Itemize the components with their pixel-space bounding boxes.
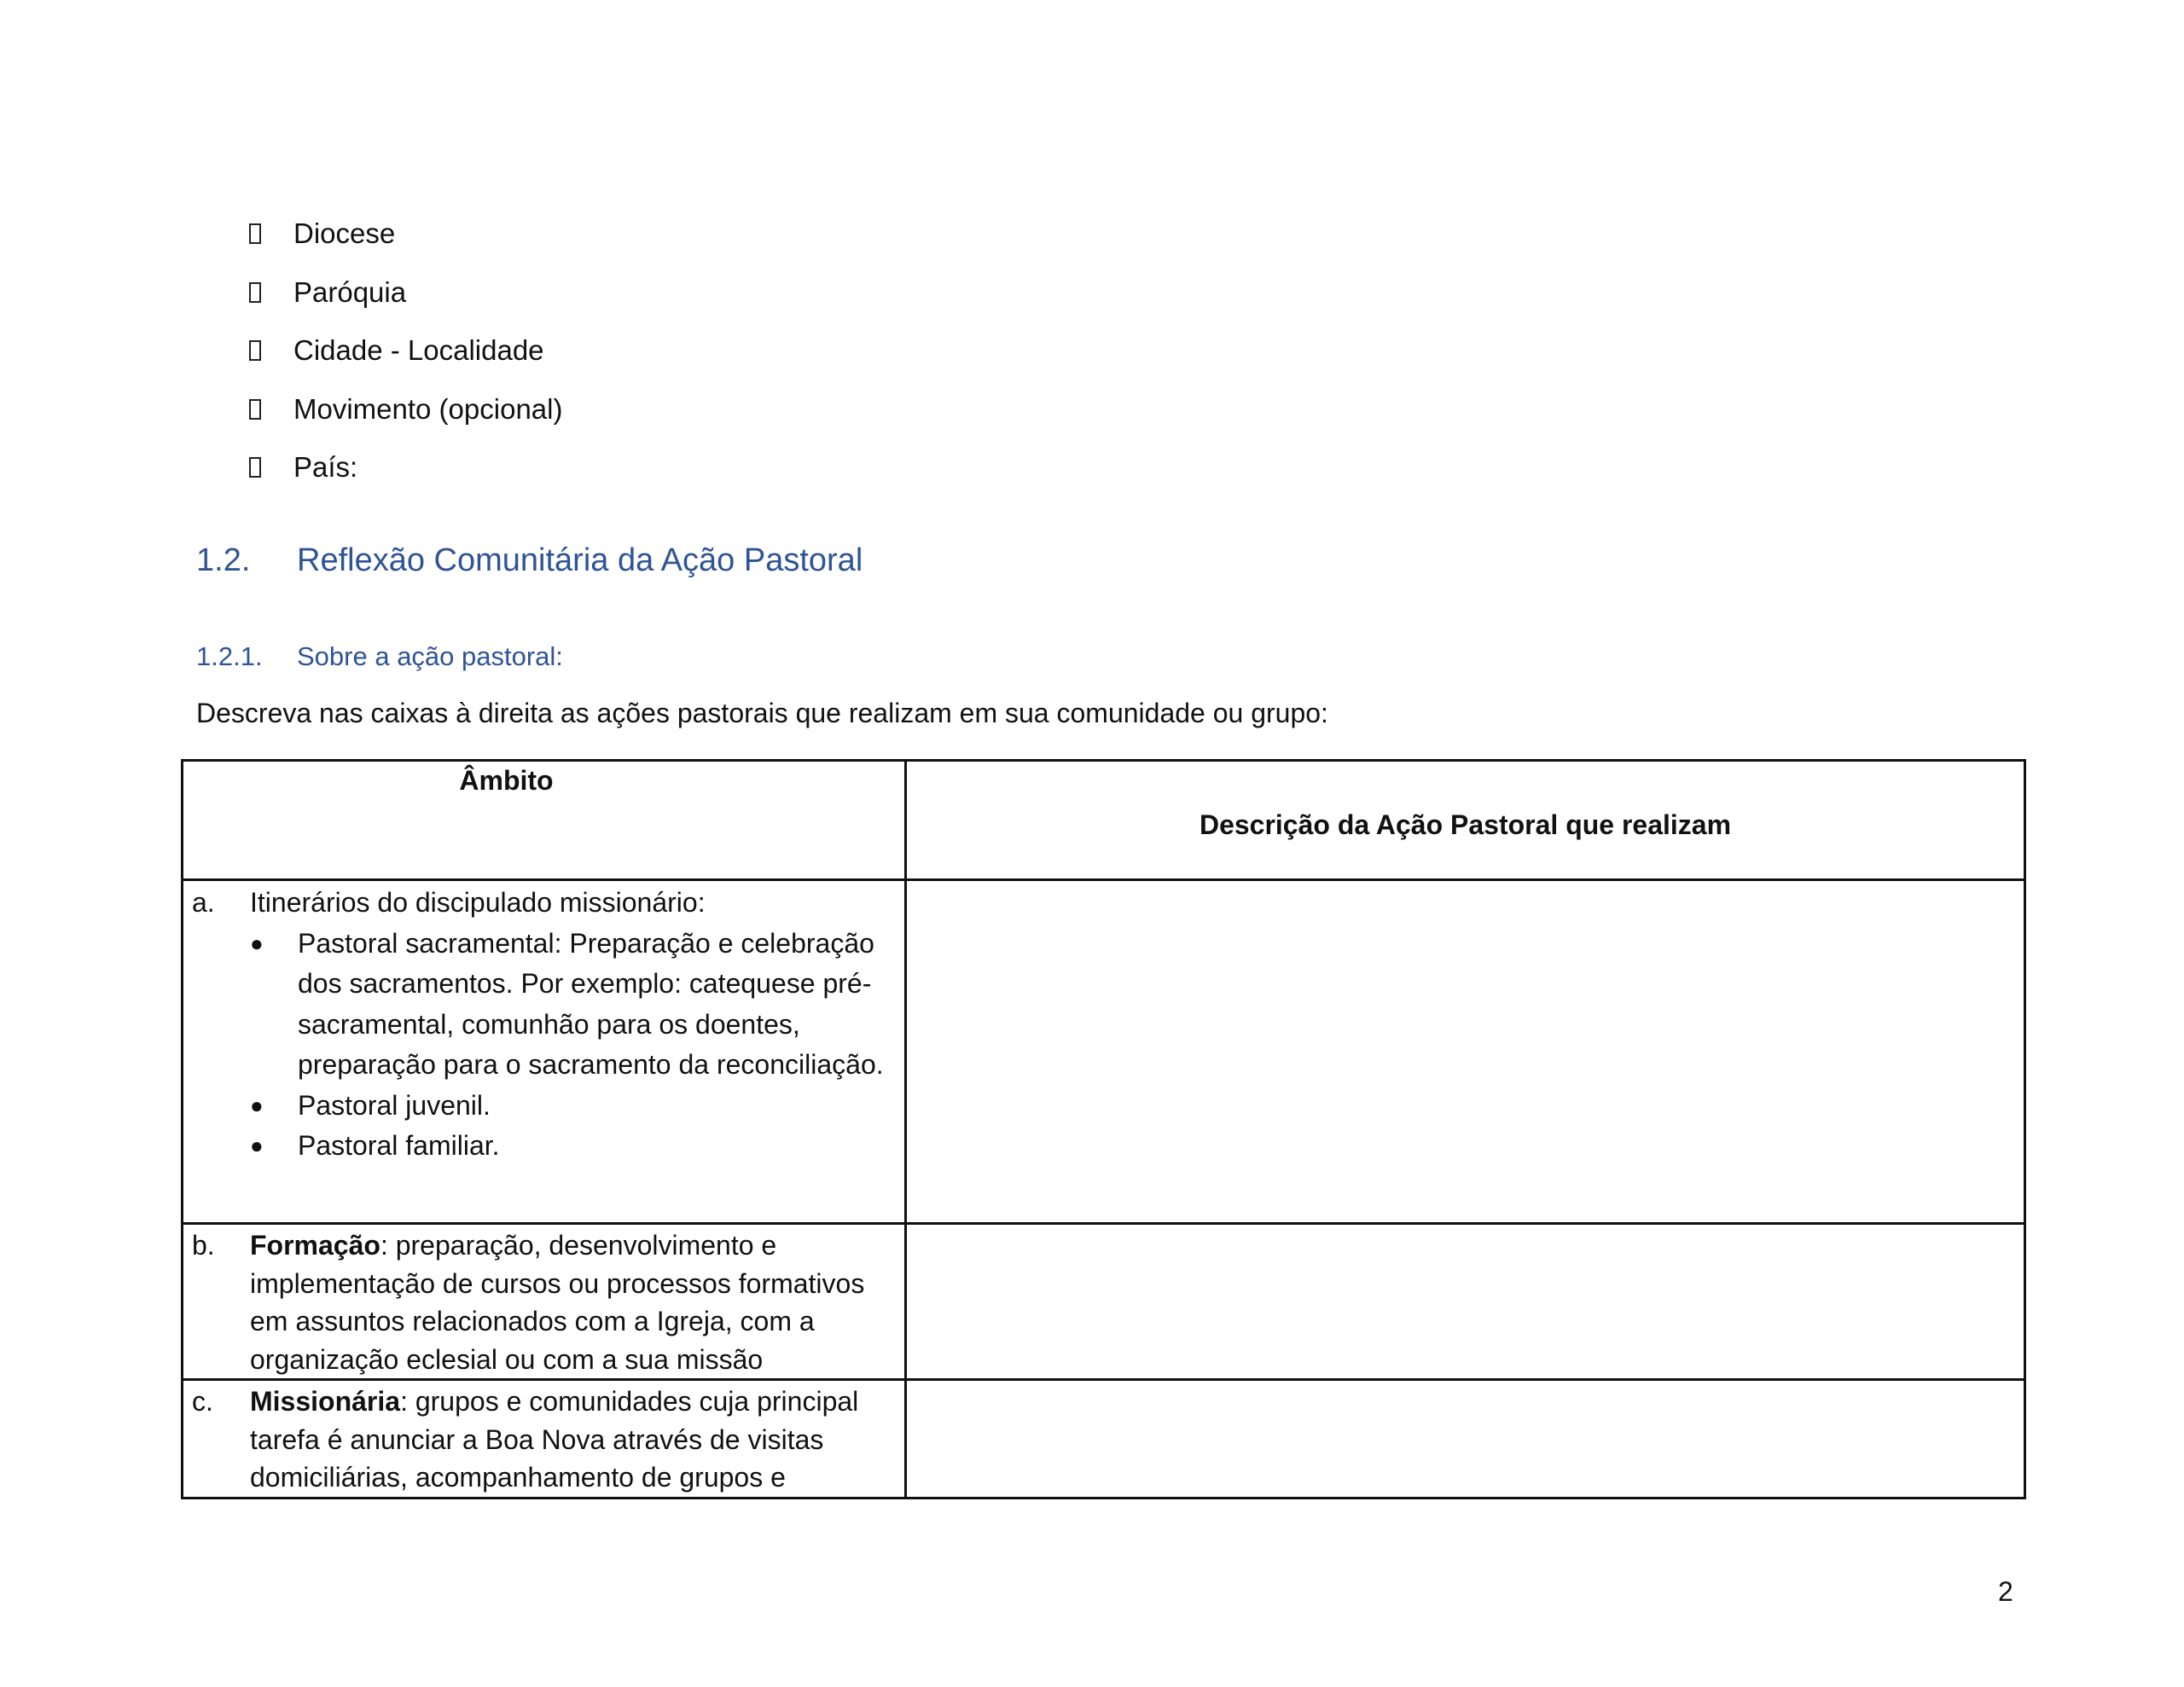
bullet-text: Pastoral familiar. [298, 1130, 500, 1161]
list-item-label: Cidade - Localidade [293, 334, 544, 367]
checkbox-icon[interactable] [249, 223, 261, 244]
intro-paragraph: Descreva nas caixas à direita as ações pastorais que realizam em sua comunidade ou grupo: [196, 698, 1328, 728]
list-item [249, 264, 562, 322]
header-description: Descrição da Ação Pastoral que realizam [906, 761, 2025, 880]
section-number: 1.2. [196, 542, 251, 578]
description-input-cell[interactable] [906, 880, 2025, 1224]
header-ambito: Âmbito [183, 761, 906, 880]
row-letter: c. [192, 1386, 213, 1417]
list-item [249, 322, 562, 380]
list-item-label: Paróquia [293, 275, 407, 308]
pastoral-table [181, 759, 2026, 1499]
ambito-cell [183, 1380, 906, 1499]
subsection-heading [196, 641, 563, 672]
table-header-row [183, 761, 2025, 880]
checkbox-icon[interactable] [249, 282, 261, 303]
row-title: Itinerários do discipulado missionário: [250, 887, 706, 918]
row-text: : grupos e comunidades cuja principal tarefa é anunciar a Boa Nova através de visitas domiciliárias, acompanhamento de grupos e [250, 1386, 859, 1493]
bullet-icon: ● [250, 1133, 264, 1158]
list-item [250, 1126, 896, 1167]
description-input-cell[interactable] [906, 1380, 2025, 1499]
list-item [250, 924, 896, 1086]
row-letter: a. [192, 887, 215, 918]
checkbox-icon[interactable] [249, 399, 261, 420]
row-bold-term: Missionária [250, 1386, 401, 1417]
ambito-cell [183, 1224, 906, 1380]
list-item [250, 1086, 896, 1127]
checkbox-list [249, 205, 562, 497]
bullet-icon: ● [250, 1092, 264, 1118]
table-row [183, 1380, 2025, 1499]
row-bold-term: Formação [250, 1230, 380, 1261]
checkbox-icon[interactable] [249, 340, 261, 361]
section-heading [196, 542, 863, 579]
bullet-text: Pastoral sacramental: Preparação e celebração dos sacramentos. Por exemplo: catequese pré-sacramental, comunhão para os doentes, preparação para o sacramento da reconciliação. [298, 927, 884, 1080]
table-row [183, 880, 2025, 1224]
ambito-cell [183, 880, 906, 1224]
checkbox-icon[interactable] [249, 457, 261, 478]
section-title: Reflexão Comunitária da Ação Pastoral [297, 542, 863, 578]
row-letter: b. [192, 1230, 215, 1261]
bullet-icon: ● [250, 930, 264, 956]
page-number: 2 [1998, 1576, 2013, 1607]
subsection-title: Sobre a ação pastoral: [297, 641, 563, 671]
list-item-label: País: [293, 451, 358, 484]
list-item [249, 380, 562, 439]
list-item [249, 438, 562, 497]
description-input-cell[interactable] [906, 1224, 2025, 1380]
bullet-text: Pastoral juvenil. [298, 1089, 491, 1121]
bullet-list [250, 924, 896, 1167]
subsection-number: 1.2.1. [196, 641, 263, 671]
row-text: : preparação, desenvolvimento e implementação de cursos ou processos formativos em assuntos relacionados com a Igreja, com a organização eclesial ou com a sua missão [250, 1230, 865, 1375]
list-item-label: Diocese [293, 217, 396, 250]
list-item-label: Movimento (opcional) [293, 392, 563, 425]
list-item [249, 205, 562, 264]
table-row [183, 1224, 2025, 1380]
